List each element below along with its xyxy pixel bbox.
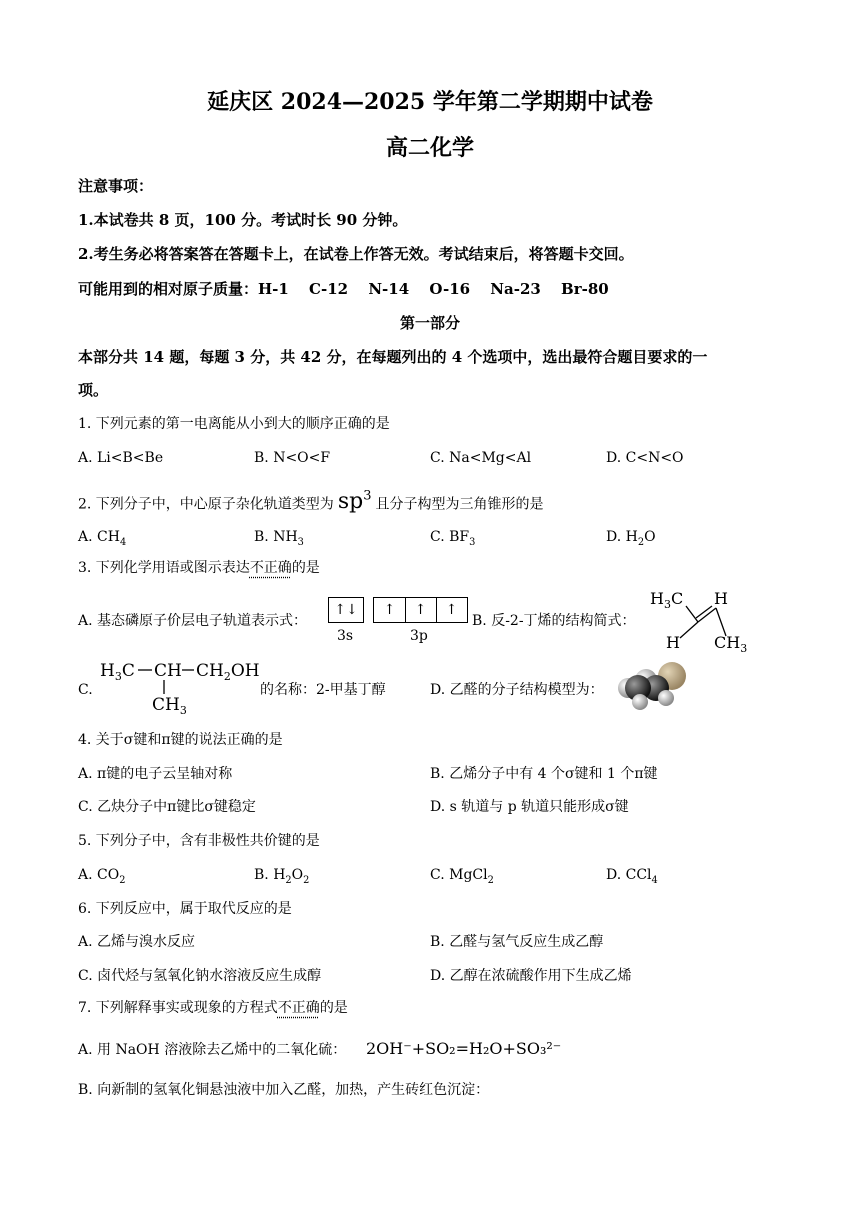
q2-hyb: $sp^3$ bbox=[337, 489, 372, 515]
q4-option-d: D. s 轨道与 p 轨道只能形成σ键 bbox=[430, 799, 629, 815]
part-intro-1: 本部分共 14 题，每题 3 分，共 42 分，在每题列出的 4 个选项中，选出最符合题目要求的一 bbox=[78, 348, 708, 366]
q3-stem: 3. 下列化学用语或图示表达不正确的是 bbox=[78, 560, 320, 576]
q3-option-c-name: 的名称：2-甲基丁醇 bbox=[260, 682, 386, 698]
orbital-3p-box bbox=[373, 597, 468, 623]
q4-option-b: B. 乙烯分子中有 4 个σ键和 1 个π键 bbox=[430, 766, 658, 782]
svg-text:H3C: $H_3C$ bbox=[650, 589, 684, 611]
orbital-3p-cell-3: ↑ bbox=[445, 602, 458, 618]
atomic-masses: 可能用到的相对原子质量：H-1 C-12 N-14 O-16 Na-23 Br-80 bbox=[78, 280, 609, 298]
q6-option-d: D. 乙醇在浓硫酸作用下生成乙烯 bbox=[430, 968, 632, 984]
q7-option-a: A. 用 NaOH 溶液除去乙烯中的二氧化硫： bbox=[78, 1042, 347, 1058]
q3-option-d: D. 乙醛的分子结构模型为： bbox=[430, 682, 604, 698]
q6-option-a: A. 乙烯与溴水反应 bbox=[78, 934, 196, 950]
q6-option-b: B. 乙醛与氢气反应生成乙醇 bbox=[430, 934, 604, 950]
notice-line-2: 2.考生务必将答案答在答题卡上，在试卷上作答无效。考试结束后，将答题卡交回。 bbox=[78, 245, 634, 263]
q2-option-a: A. $CH_4$ bbox=[78, 529, 127, 548]
svg-text:H: H bbox=[714, 589, 728, 608]
q7-stem: 7. 下列解释事实或现象的方程式不正确的是 bbox=[78, 1000, 348, 1016]
q4-option-c: C. 乙炔分子中π键比σ键稳定 bbox=[78, 799, 256, 815]
orbital-3s-box bbox=[328, 597, 364, 623]
svg-text:CH3: $CH_3$ bbox=[152, 695, 187, 716]
orbital-3p-label: 3p bbox=[410, 628, 428, 644]
q6-stem: 6. 下列反应中，属于取代反应的是 bbox=[78, 901, 292, 917]
q1-stem: 1. 下列元素的第一电离能从小到大的顺序正确的是 bbox=[78, 416, 390, 432]
part-intro-2: 项。 bbox=[78, 381, 109, 399]
part-heading: 第一部分 bbox=[399, 314, 460, 332]
q7-option-b: B. 向新制的氢氧化铜悬浊液中加入乙醛，加热，产生砖红色沉淀： bbox=[78, 1082, 490, 1098]
orbital-3s-cell: ↑↓ bbox=[334, 602, 358, 618]
q1-option-b: B. N<O<F bbox=[254, 450, 331, 466]
exam-title: 延庆区 2024—2025 学年第二学期期中试卷 bbox=[207, 89, 653, 115]
q7-option-a-equation: 2OH⁻+SO₂=H₂O+SO₃²⁻ bbox=[366, 1039, 562, 1058]
svg-text:CH2OH: $CH_2OH$ bbox=[196, 661, 260, 683]
q2-option-b: B. $NH_3$ bbox=[254, 529, 304, 548]
q7-emphasis: 不正确 bbox=[277, 1000, 320, 1016]
q5-stem: 5. 下列分子中，含有非极性共价键的是 bbox=[78, 833, 320, 849]
q5-option-d: D. CCl$_4$ bbox=[606, 867, 658, 886]
q1-option-c: C. Na<Mg<Al bbox=[430, 450, 532, 466]
q5-option-c: C. MgCl$_2$ bbox=[430, 867, 494, 886]
q2-option-c: C. $BF_3$ bbox=[430, 529, 476, 548]
q2-stem-post: 且分子构型为三角锥形的是 bbox=[375, 496, 544, 513]
acetaldehyde-model bbox=[616, 656, 692, 710]
q4-option-a: A. π键的电子云呈轴对称 bbox=[78, 766, 233, 782]
q2-stem bbox=[78, 486, 543, 515]
q3-option-b: B. 反-2-丁烯的结构简式： bbox=[472, 613, 636, 629]
notice-label: 注意事项： bbox=[78, 177, 154, 195]
q3-emphasis: 不正确 bbox=[249, 560, 292, 576]
q5-option-a: A. $CO_2$ bbox=[78, 867, 126, 886]
orbital-3p-cell-2: ↑ bbox=[414, 602, 427, 618]
methylbutanol-structure bbox=[96, 656, 262, 716]
orbital-3s-label: 3s bbox=[337, 628, 354, 644]
svg-text:H: H bbox=[666, 633, 680, 652]
q1-option-a: A. Li<B<Be bbox=[78, 450, 164, 466]
q1-option-d: D. C<N<O bbox=[606, 450, 684, 466]
notice-line-1: 1.本试卷共 8 页，100 分。考试时长 90 分钟。 bbox=[78, 211, 408, 229]
trans-2-butene-structure bbox=[644, 584, 756, 654]
exam-subtitle: 高二化学 bbox=[385, 135, 474, 161]
orbital-3p-cell-1: ↑ bbox=[383, 602, 396, 618]
svg-text:CH3: $CH_3$ bbox=[714, 633, 748, 654]
q5-option-b: B. $H_2O_2$ bbox=[254, 867, 310, 886]
svg-text:CH: CH bbox=[154, 661, 182, 681]
q4-stem: 4. 关于σ键和π键的说法正确的是 bbox=[78, 732, 283, 748]
q2-stem-pre: 2. 下列分子中，中心原子杂化轨道类型为 bbox=[78, 496, 334, 513]
q2-option-d: D. $H_2O$ bbox=[606, 529, 656, 548]
q3-option-c: C. bbox=[78, 682, 93, 698]
q3-option-a: A. 基态磷原子价层电子轨道表示式： bbox=[78, 613, 308, 629]
svg-text:H3C: $H_3C$ bbox=[100, 661, 135, 683]
q6-option-c: C. 卤代烃与氢氧化钠水溶液反应生成醇 bbox=[78, 968, 322, 984]
